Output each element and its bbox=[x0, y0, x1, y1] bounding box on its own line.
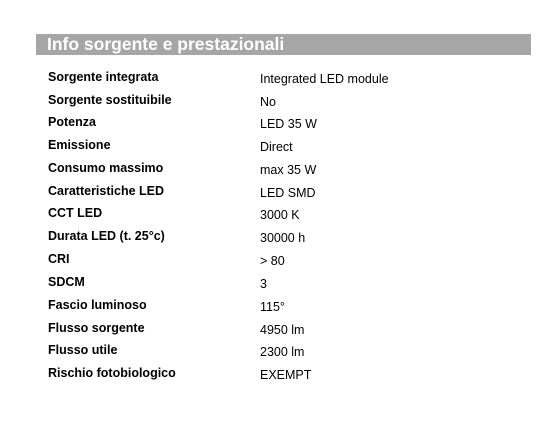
spec-row bbox=[0, 342, 554, 362]
spec-row bbox=[0, 251, 554, 271]
spec-value: 4950 lm bbox=[260, 323, 305, 337]
spec-value: max 35 W bbox=[260, 163, 317, 177]
spec-value: LED 35 W bbox=[260, 117, 317, 131]
spec-row bbox=[0, 114, 554, 134]
spec-label: Flusso sorgente bbox=[48, 321, 145, 335]
spec-label: SDCM bbox=[48, 275, 85, 289]
spec-row bbox=[0, 365, 554, 385]
spec-label: Sorgente integrata bbox=[48, 70, 159, 84]
spec-label: Consumo massimo bbox=[48, 161, 164, 175]
spec-value: LED SMD bbox=[260, 186, 316, 200]
spec-label: Potenza bbox=[48, 115, 96, 129]
spec-value: EXEMPT bbox=[260, 368, 312, 382]
spec-label: Flusso utile bbox=[48, 343, 118, 357]
spec-label: Fascio luminoso bbox=[48, 298, 147, 312]
spec-row bbox=[0, 274, 554, 294]
spec-row bbox=[0, 160, 554, 180]
spec-row bbox=[0, 297, 554, 317]
spec-value: 3000 K bbox=[260, 208, 300, 222]
spec-label: Sorgente sostituibile bbox=[48, 93, 172, 107]
spec-label: CCT LED bbox=[48, 206, 103, 220]
spec-value: No bbox=[260, 95, 276, 109]
spec-row bbox=[0, 137, 554, 157]
spec-row bbox=[0, 183, 554, 203]
spec-value: Direct bbox=[260, 140, 293, 154]
spec-value: 3 bbox=[260, 277, 267, 291]
spec-label: Durata LED (t. 25°c) bbox=[48, 229, 165, 243]
spec-label: CRI bbox=[48, 252, 70, 266]
spec-label: Caratteristiche LED bbox=[48, 184, 165, 198]
spec-value: 115° bbox=[260, 300, 285, 314]
section-title: Info sorgente e prestazionali bbox=[47, 34, 285, 54]
spec-value: Integrated LED module bbox=[260, 72, 389, 86]
spec-value: > 80 bbox=[260, 254, 285, 268]
spec-row bbox=[0, 69, 554, 89]
spec-row bbox=[0, 228, 554, 248]
spec-value: 2300 lm bbox=[260, 345, 305, 359]
spec-value: 30000 h bbox=[260, 231, 306, 245]
spec-label: Emissione bbox=[48, 138, 111, 152]
spec-row bbox=[0, 205, 554, 225]
spec-row bbox=[0, 320, 554, 340]
spec-row bbox=[0, 92, 554, 112]
spec-label: Rischio fotobiologico bbox=[48, 366, 176, 380]
